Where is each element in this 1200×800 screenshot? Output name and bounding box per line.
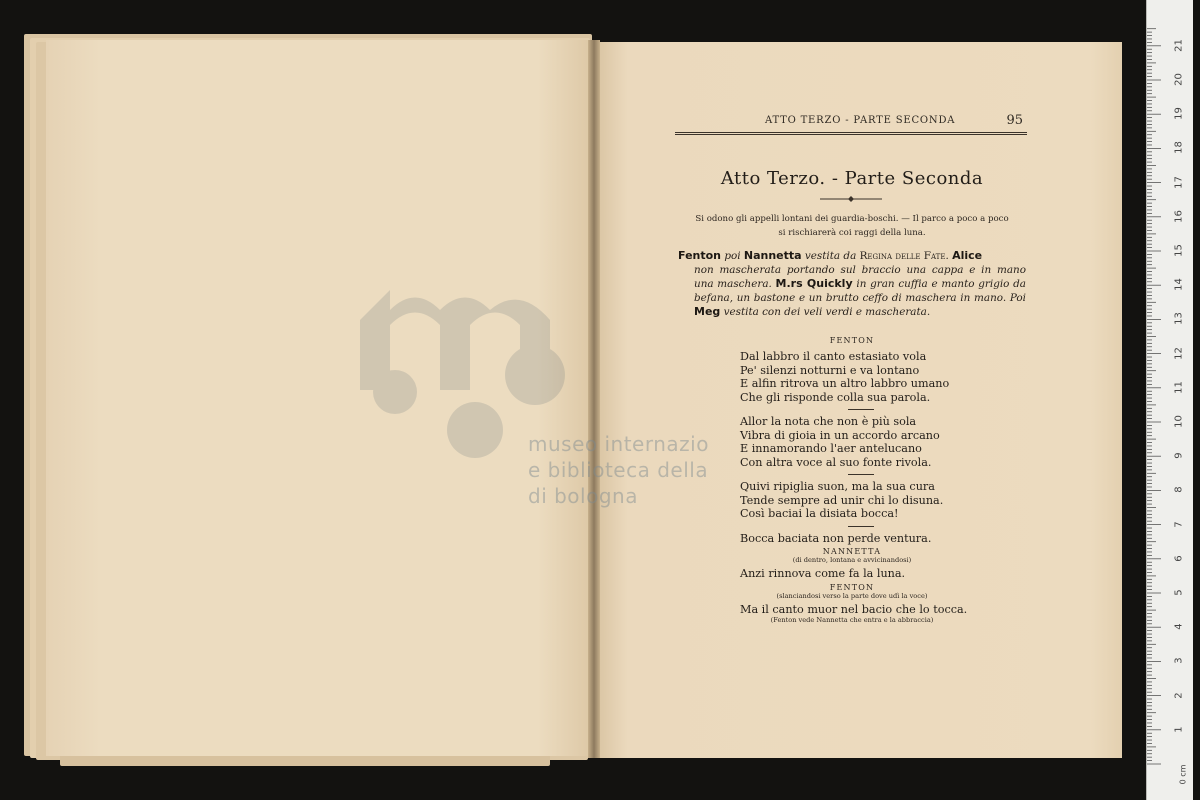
verse-line: Che gli risponde colla sua parola.	[740, 390, 931, 404]
ruler-number: 1	[1173, 726, 1185, 733]
page-number: 95	[1006, 113, 1023, 128]
ruler-number: 3	[1173, 657, 1185, 665]
ruler-number: 5	[1173, 589, 1185, 596]
cast-text: vestita con dei veli verdi e mascherata.	[723, 306, 931, 318]
ruler-number: 10	[1173, 415, 1185, 428]
ruler-number: 12	[1173, 346, 1185, 360]
verse-line: Vibra di gioia in un accordo arcano	[740, 428, 940, 442]
verse-line: Ma il canto muor nel bacio che lo tocca.	[740, 602, 968, 616]
ruler-number: 14	[1173, 278, 1185, 292]
character-name: Alice	[952, 249, 983, 262]
verse-line: Allor la nota che non è più sola	[740, 415, 917, 428]
ruler-ticks	[1147, 0, 1193, 800]
character-name: M.rs Quickly	[775, 277, 853, 290]
stage-direction-inline: (di dentro, lontana e avvicinandosi)	[792, 556, 912, 564]
verse-line: Anzi rinnova come fa la luna.	[740, 567, 906, 580]
ruler-number: 9	[1173, 452, 1185, 459]
speaker-label: FENTON	[829, 336, 875, 345]
watermark-text: di bologna	[528, 484, 638, 508]
cast-text: non mascherata portando sul braccio una cappa e in mano una maschera.	[694, 264, 1026, 290]
ruler-number: 20	[1173, 73, 1185, 86]
cast-text: poi	[724, 250, 741, 262]
cast-continuation	[678, 263, 1026, 319]
stage-direction-line: Si odono gli appelli lontani dei guardia-boschi. — Il parco a poco a poco	[695, 214, 1009, 224]
speaker-label: NANNETTA	[822, 547, 882, 556]
verse-section	[676, 336, 1028, 624]
ruler-number: 11	[1173, 380, 1185, 394]
stanza-separator	[848, 526, 874, 527]
stage-direction-inline: (Fenton vede Nannetta che entra e la abbraccia)	[770, 616, 934, 624]
verse-line: E innamorando l'aer antelucano	[740, 442, 922, 455]
act-heading: Atto Terzo. - Parte Seconda	[720, 168, 984, 189]
verse-line: Così baciai la disiata bocca!	[740, 507, 899, 520]
ruler-number: 18	[1173, 141, 1185, 155]
cast-text: vestita da	[804, 250, 857, 262]
ruler-number: 21	[1173, 38, 1185, 52]
ruler-number: 6	[1173, 555, 1185, 562]
ruler-number: 15	[1173, 244, 1185, 257]
stanza-separator	[848, 474, 874, 475]
watermark-text: e biblioteca della	[528, 458, 709, 482]
cast-text: Poi	[1009, 292, 1026, 304]
speaker-label: FENTON	[829, 582, 875, 592]
running-head-title: ATTO TERZO - PARTE SECONDA	[765, 115, 956, 126]
stage-direction	[676, 212, 1028, 240]
stage-direction-inline: (slanciandosi verso la parte dove udì la voce)	[776, 591, 928, 600]
measurement-ruler	[1146, 0, 1193, 800]
running-head	[675, 112, 1027, 135]
cast-text: Regina delle Fate.	[859, 250, 949, 262]
cast-text: in gran cuffia e manto grigio da befana, un bastone e un brutto ceffo di maschera in mano.	[694, 278, 1026, 304]
verse-line: E alfin ritrova un altro labbro umano	[740, 377, 950, 390]
ruler-number: 2	[1173, 691, 1185, 699]
verse-line: Quivi ripiglia suon, ma la sua cura	[740, 480, 935, 493]
character-name: Nannetta	[743, 249, 802, 262]
verse-line: Pe' silenzi notturni e va lontano	[740, 363, 920, 377]
watermark-text: museo internazio	[528, 432, 709, 456]
ruler-number: 13	[1173, 312, 1185, 326]
cast-description	[678, 249, 1026, 319]
ruler-number: 4	[1173, 623, 1185, 630]
ruler-number: 19	[1173, 107, 1185, 121]
stage-direction-line: si rischiarerà coi raggi della luna.	[778, 228, 926, 238]
character-name: Meg	[694, 305, 721, 318]
ruler-number: 17	[1173, 175, 1185, 189]
character-name: Fenton	[678, 249, 722, 262]
ornament-divider	[820, 196, 882, 202]
ruler-unit: 0 cm	[1178, 764, 1188, 785]
verse-line: Tende sempre ad unir chi lo disuna.	[740, 493, 944, 507]
verse-line: Dal labbro il canto estasiato vola	[740, 350, 927, 363]
ruler-number: 8	[1173, 486, 1185, 494]
ruler-number: 7	[1173, 520, 1185, 528]
ruler-number: 16	[1173, 209, 1185, 223]
verse-line: Con altra voce al suo fonte rivola.	[740, 455, 932, 469]
stanza-separator	[848, 409, 874, 410]
verse-line: Bocca baciata non perde ventura.	[740, 531, 932, 545]
